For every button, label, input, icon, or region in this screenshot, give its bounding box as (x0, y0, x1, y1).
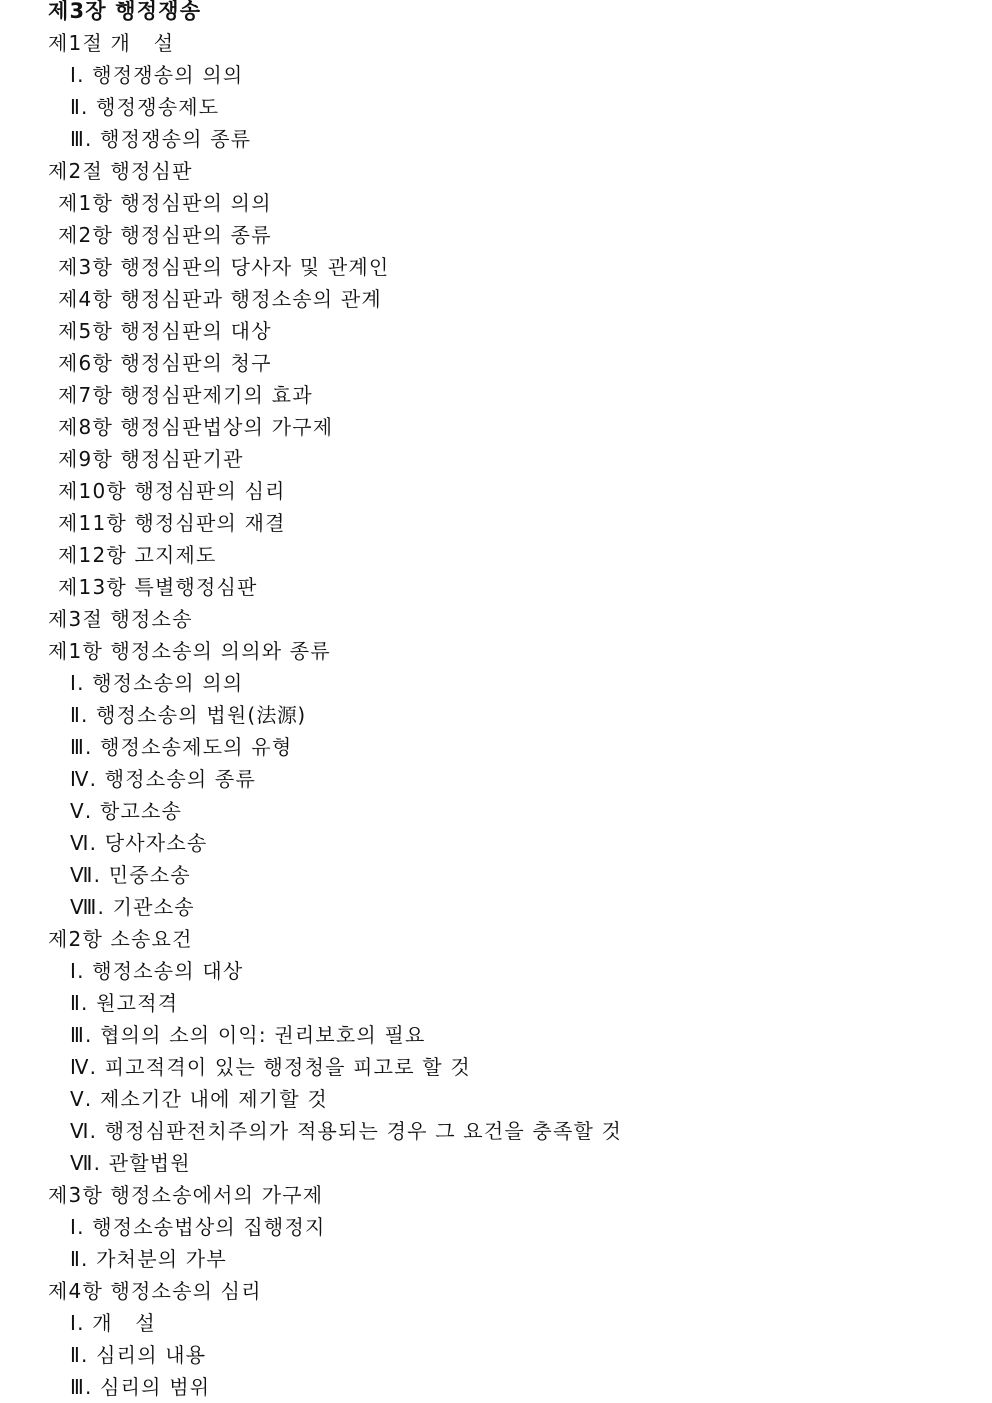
toc-subitem (70, 667, 243, 699)
toc-line-text: 제3항 행정소송에서의 가구제 (48, 1183, 324, 1207)
toc-line-text: 제2항 행정심판의 종류 (58, 223, 272, 247)
toc-subitem (70, 795, 182, 827)
section-heading (48, 1275, 262, 1307)
hanja-text: 法源 (256, 703, 298, 727)
toc-subitem (70, 891, 195, 923)
toc-line-text: Ⅱ. 심리의 내용 (70, 1343, 207, 1367)
toc-item (58, 443, 244, 475)
toc-line-text: Ⅲ. 협의의 소의 이익: 권리보호의 필요 (70, 1023, 426, 1047)
toc-item (58, 315, 272, 347)
toc-line-text: Ⅰ. 행정쟁송의 의의 (70, 63, 244, 87)
toc-subitem (70, 1115, 622, 1147)
closing-paren: ) (297, 703, 307, 727)
section-heading (48, 603, 193, 635)
toc-line-text: 제6항 행정심판의 청구 (58, 351, 272, 375)
toc-item (58, 411, 333, 443)
toc-line-text: Ⅱ. 원고적격 (70, 991, 179, 1015)
section-heading (48, 155, 193, 187)
toc-line-text: Ⅴ. 항고소송 (70, 799, 183, 823)
toc-subitem (70, 1307, 156, 1339)
toc-subitem (70, 1083, 328, 1115)
toc-line-text: Ⅵ. 행정심판전치주의가 적용되는 경우 그 요건을 충족할 것 (70, 1119, 623, 1143)
toc-item (58, 283, 382, 315)
toc-line-text: 제10항 행정심판의 심리 (58, 479, 286, 503)
toc-item (58, 507, 286, 539)
toc-subitem (70, 859, 191, 891)
toc-subitem (70, 1211, 326, 1243)
toc-item (58, 379, 313, 411)
toc-line-text: Ⅰ. 행정소송법상의 집행정지 (70, 1215, 326, 1239)
toc-subitem (70, 123, 251, 155)
toc-line-text: Ⅱ. 행정쟁송제도 (70, 95, 220, 119)
toc-line-text: 제11항 행정심판의 재결 (58, 511, 286, 535)
toc-item (58, 347, 272, 379)
toc-line-text: 제4항 행정소송의 심리 (48, 1279, 262, 1303)
toc-line-text: 제1항 행정소송의 의의와 종류 (48, 639, 331, 663)
toc-subitem (70, 1371, 210, 1403)
toc-subitem (70, 1339, 206, 1371)
toc-line-text: Ⅱ. 행정소송의 법원( (70, 703, 257, 727)
toc-line-text: 제13항 특별행정심판 (58, 575, 258, 599)
toc-line-text: Ⅲ. 행정쟁송의 종류 (70, 127, 252, 151)
toc-line-text: Ⅷ. 기관소송 (70, 895, 195, 919)
toc-subitem (70, 699, 306, 731)
toc-line-text: 제2절 행정심판 (48, 159, 193, 183)
toc-line-text: Ⅰ. 행정소송의 의의 (70, 671, 244, 695)
toc-line-text: Ⅶ. 관할법원 (70, 1151, 191, 1175)
toc-subitem (70, 1147, 191, 1179)
toc-line-text: 제3절 행정소송 (48, 607, 193, 631)
toc-subitem (70, 987, 178, 1019)
toc-line-text: 제2항 소송요건 (48, 927, 193, 951)
toc-line-text: Ⅴ. 제소기간 내에 제기할 것 (70, 1087, 328, 1111)
toc-item (58, 219, 272, 251)
toc-subitem (70, 731, 292, 763)
chapter-heading (48, 0, 201, 27)
toc-line-text: 제9항 행정심판기관 (58, 447, 244, 471)
toc-item (58, 251, 389, 283)
toc-subitem (70, 1019, 426, 1051)
toc-line-text: Ⅰ. 개 설 (70, 1311, 156, 1335)
toc-item (58, 187, 272, 219)
toc-line-text: 제4항 행정심판과 행정소송의 관계 (58, 287, 382, 311)
section-heading (48, 27, 174, 59)
toc-subitem (70, 1243, 227, 1275)
toc-subitem (70, 59, 243, 91)
section-heading (48, 1179, 323, 1211)
toc-line-text: Ⅰ. 행정소송의 대상 (70, 959, 244, 983)
toc-line-text: Ⅲ. 심리의 범위 (70, 1375, 211, 1399)
toc-subitem (70, 91, 219, 123)
toc-line-text: Ⅳ. 행정소송의 종류 (70, 767, 256, 791)
toc-subitem (70, 1051, 471, 1083)
toc-line-text: Ⅱ. 가처분의 가부 (70, 1247, 227, 1271)
toc-line-text: 제1항 행정심판의 의의 (58, 191, 272, 215)
toc-subitem (70, 827, 207, 859)
toc-item (58, 571, 258, 603)
toc-line-text: 제3항 행정심판의 당사자 및 관계인 (58, 255, 390, 279)
toc-line-text: 제7항 행정심판제기의 효과 (58, 383, 313, 407)
toc-subitem (70, 955, 243, 987)
toc-line-text: 제1절 개 설 (48, 31, 175, 55)
section-heading (48, 635, 331, 667)
toc-line-text: Ⅵ. 당사자소송 (70, 831, 208, 855)
toc-item (58, 475, 286, 507)
toc-line-text: 제5항 행정심판의 대상 (58, 319, 272, 343)
toc-line-text: Ⅲ. 행정소송제도의 유형 (70, 735, 293, 759)
toc-subitem (70, 763, 256, 795)
toc-line-text: 제12항 고지제도 (58, 543, 217, 567)
toc-line-text: Ⅳ. 피고적격이 있는 행정청을 피고로 할 것 (70, 1055, 471, 1079)
toc-line-text: 제3장 행정쟁송 (48, 0, 202, 23)
toc-line-text: Ⅶ. 민중소송 (70, 863, 191, 887)
toc-item (58, 539, 217, 571)
section-heading (48, 923, 193, 955)
toc-line-text: 제8항 행정심판법상의 가구제 (58, 415, 334, 439)
